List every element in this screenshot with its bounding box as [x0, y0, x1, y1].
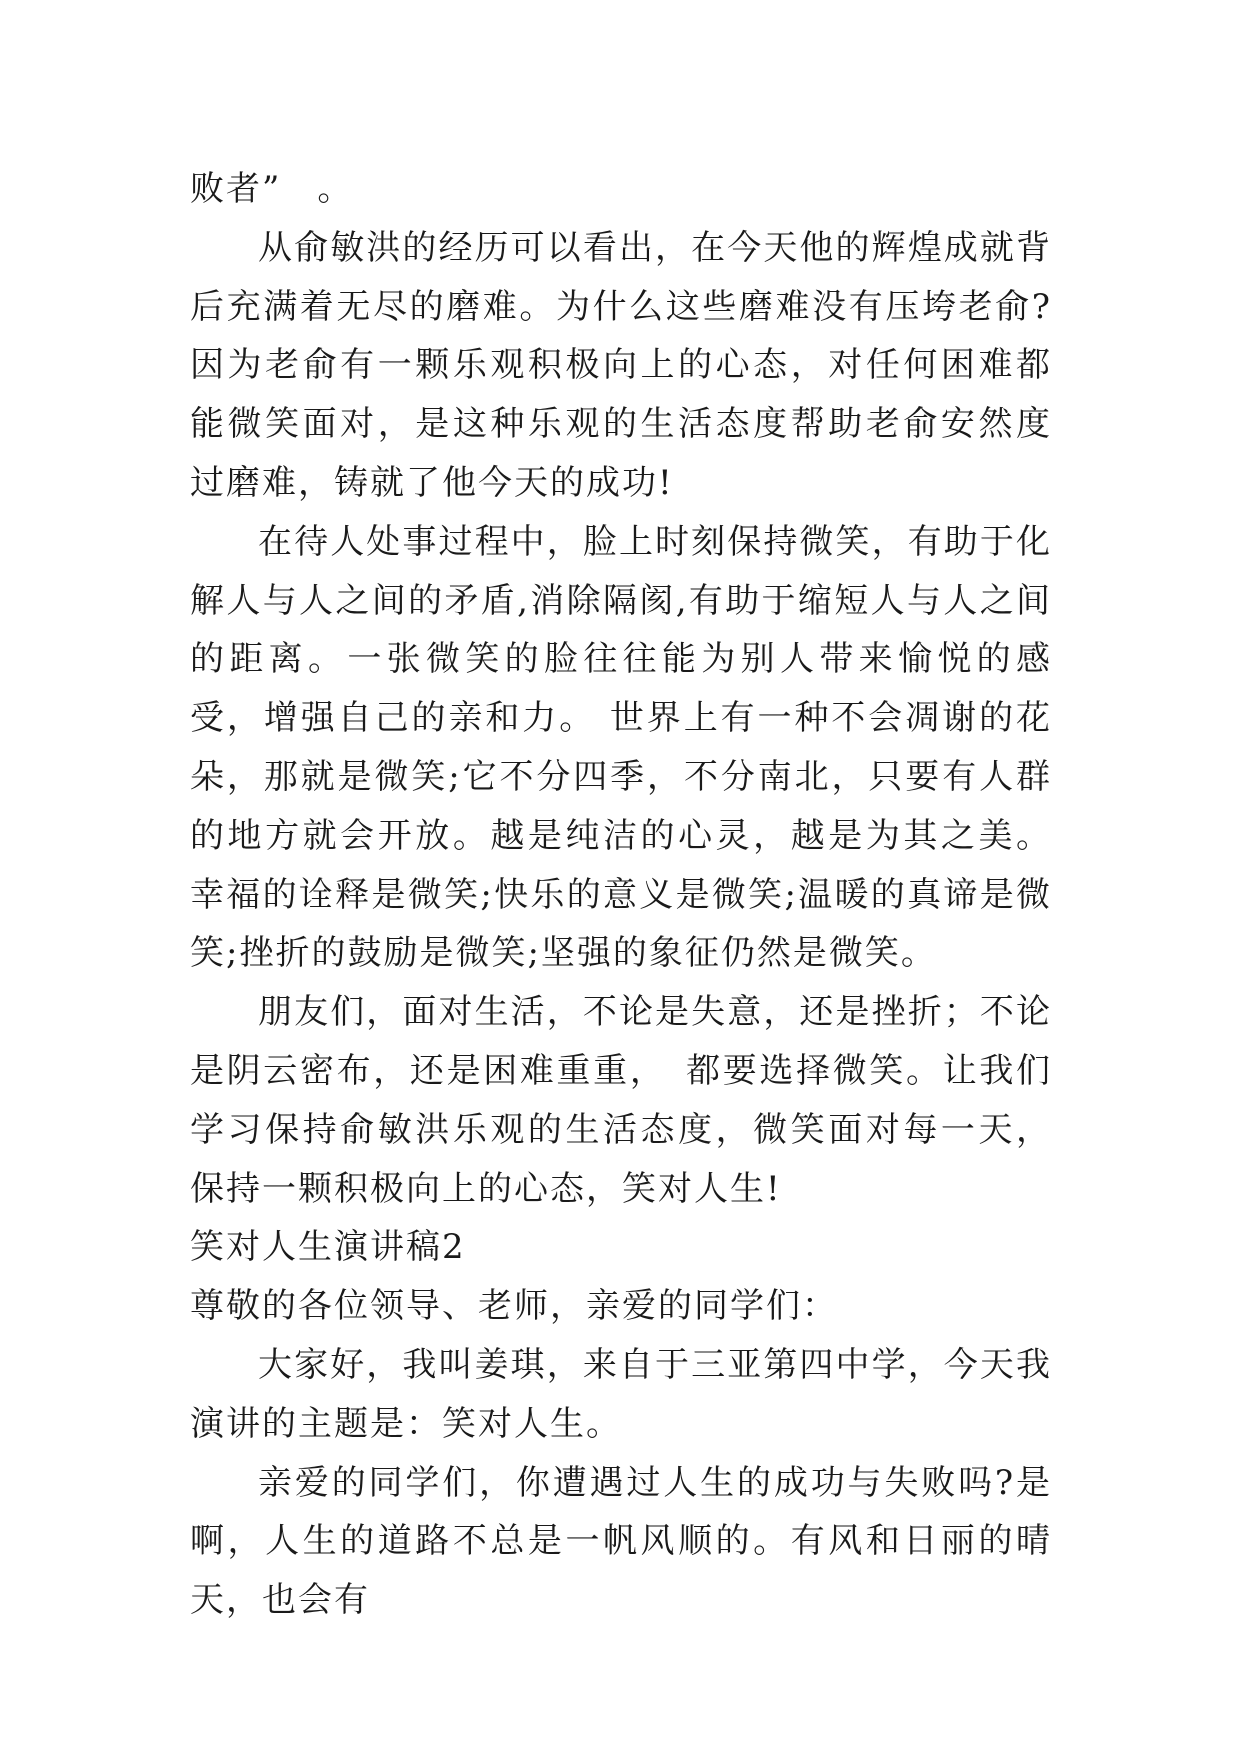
- paragraph-conclusion: 朋友们，面对生活，不论是失意，还是挫折；不论是阴云密布，还是困难重重， 都要选择微笑。让我们学习保持俞敏洪乐观的生活态度，微笑面对每一天，保持一颗积极向上的心态，笑对人生!: [190, 992, 1052, 1209]
- document-body: [190, 160, 1052, 1630]
- paragraph-yu-minhong-experience: 从俞敏洪的经历可以看出，在今天他的辉煌成就背后充满着无尽的磨难。为什么这些磨难没有压垮老俞?因为老俞有一颗乐观积极向上的心态，对任何困难都能微笑面对，是这种乐观的生活态度帮助老俞安然度过磨难，铸就了他今天的成功!: [190, 227, 1052, 503]
- paragraph-life-road: 亲爱的同学们，你遭遇过人生的成功与失败吗?是啊，人生的道路不总是一帆风顺的。有风和日丽的晴天，也会有: [190, 1462, 1052, 1621]
- paragraph-smile-in-life: 在待人处事过程中，脸上时刻保持微笑，有助于化解人与人之间的矛盾,消除隔阂,有助于缩短人与人之间的距离。一张微笑的脸往往能为别人带来愉悦的感受，增强自己的亲和力。 世界上有一种不会凋谢的花朵，那就是微笑;它不分四季，不分南北，只要有人群的地方就会开放。越是纯洁的心灵，越是为其之美。幸福的诠释是微笑;快乐的意义是微笑;温暖的真谛是微笑;挫折的鼓励是微笑;坚强的象征仍然是微笑。: [190, 521, 1052, 974]
- section-title: 笑对人生演讲稿2: [190, 1227, 466, 1268]
- paragraph-self-introduction: 大家好，我叫姜琪，来自于三亚第四中学，今天我演讲的主题是：笑对人生。: [190, 1344, 1052, 1444]
- salutation: 尊敬的各位领导、老师，亲爱的同学们：: [190, 1286, 838, 1327]
- paragraph-continuation: 败者” 。: [190, 169, 354, 209]
